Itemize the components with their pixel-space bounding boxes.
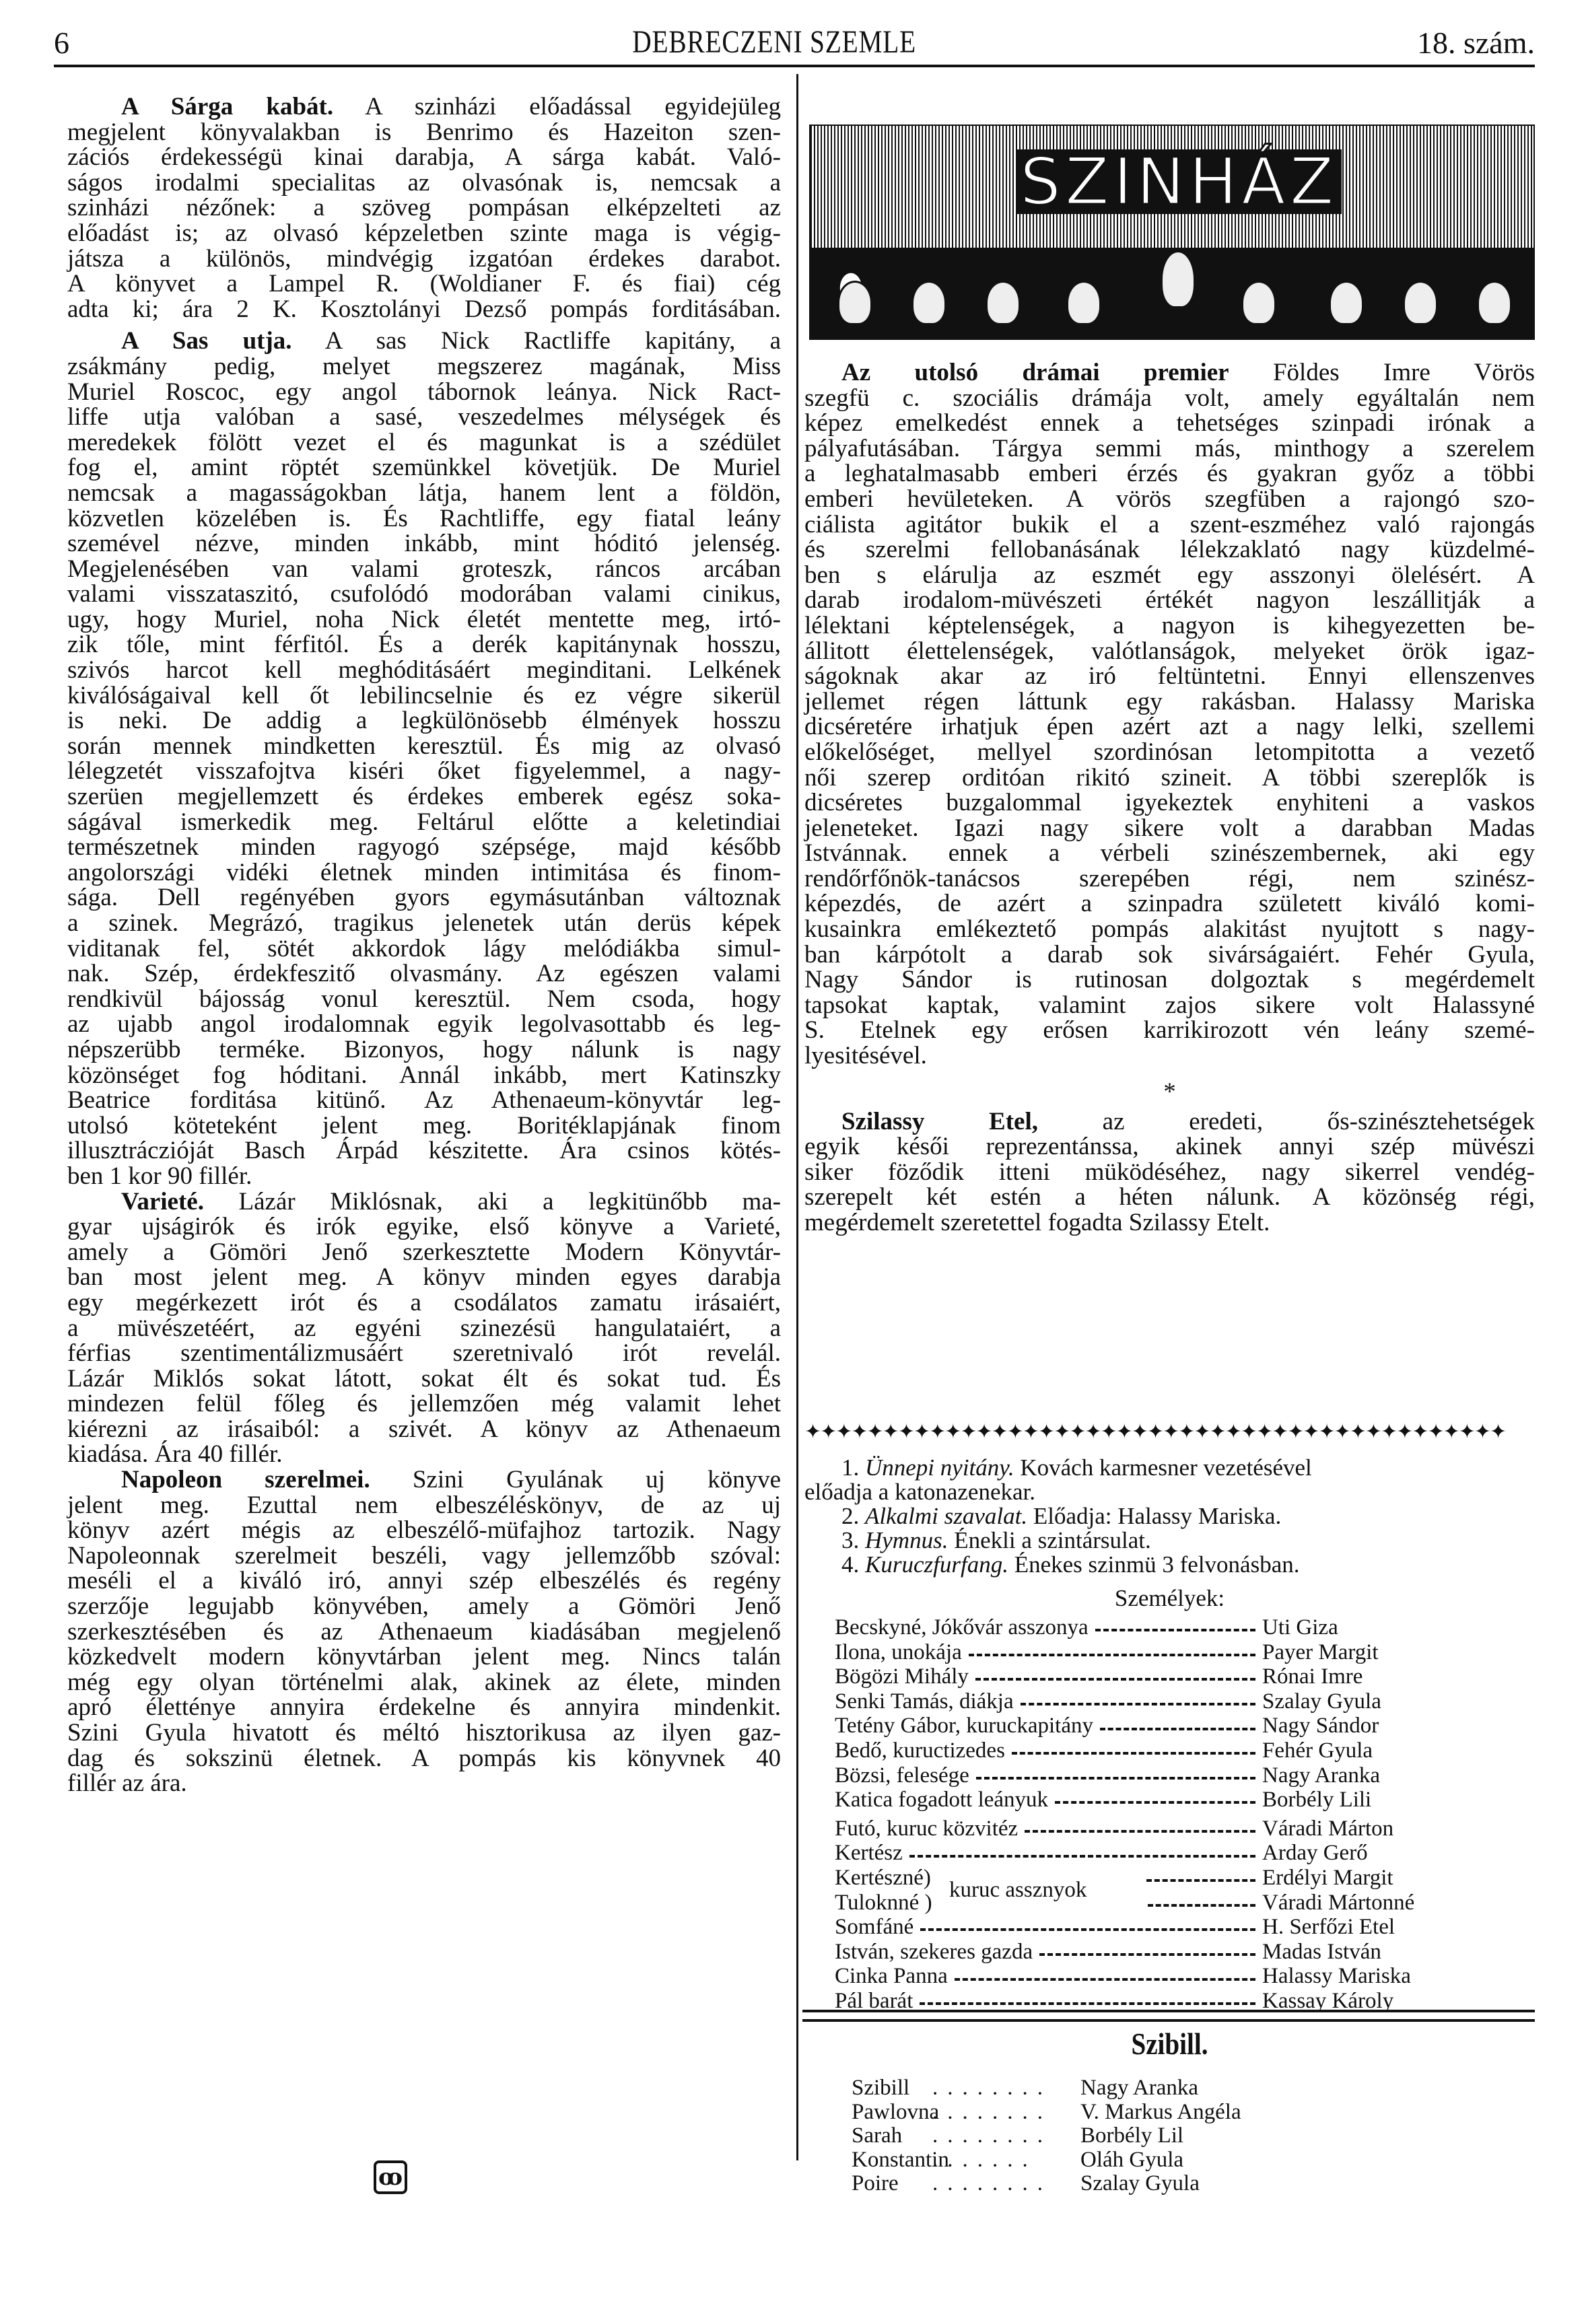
article-line: természetnek minden ragyogó szépsége, majd később [67,833,781,861]
review-utolso-premier [804,360,1535,1069]
article-line: S. Etelnek egy erősen karrikirozott vén leány szemé- [804,1016,1535,1045]
article-line: még egy olyan történelmi alak, akinek az élete, minden [67,1668,781,1696]
cast-row: Tuloknné ) Váradi Mártonné [835,1890,1415,1915]
article-line: Megjelenésében van valami groteszk, ráncos arcában [67,555,781,583]
article-line: sága. Dell regényében gyors egymásutánban változnak [67,884,781,912]
article-line: a müvészetéért, az egyéni szinezésü hangulataiért, a [67,1314,781,1342]
cast-row: Tetény Gábor, kuruckapitány Nagy Sándor [835,1714,1379,1738]
article-line: ságos irodalmi specialitas az olvasónak is, nemcsak a [67,168,781,197]
cast-row: Cinka Panna Halassy Mariska [835,1964,1411,1989]
article-line: jeleneteket. Igazi nagy sikere volt a darabban Madas [804,814,1535,842]
left-column [67,94,781,1796]
page-header [54,20,1535,61]
article-line: szerepelt két estén a héten nálunk. A közönség régi, [804,1183,1535,1211]
article-line: kiadása. Ára 40 fillér. [67,1440,283,1469]
article-line: lélegzetét visszafojtva kiséri őket figyelemmel, a nagy- [67,757,781,785]
article-sas-utja [67,328,781,1189]
article-line: férfias szentimentálizmusáért szeretnivaló irót revelál. [67,1339,781,1368]
column-divider [796,74,798,2160]
article-line: zik tőle, mint férfitól. És a derék kapitánynak hosszu, [67,631,781,659]
article-line: valami visszataszitó, csufolódó modorában valami cinikus, [67,580,781,608]
article-variete [67,1189,781,1468]
article-sarga-kabat [67,94,781,322]
program-item: 4. Kuruczfurfang. Énekes szinmü 3 felvonásban. [841,1551,1300,1578]
article-line: utolsó köteteként jelent meg. Boritéklapjának finom [67,1111,781,1139]
cast-row: Kertészné) Erdélyi Margit [835,1865,1393,1890]
article-line: dicséretére irhatjuk épen azért azt a nagy lelki, szellemi [804,713,1535,741]
article-line: adta ki; ára 2 K. Kosztolányi Dezső pompás forditásában. [67,295,781,323]
article-line: és szerelmi fellobanásának lélekzaklató nagy küzdelmé- [804,536,1535,564]
szinhaz-sign: SZINHÁZ [1016,149,1342,214]
cast-row: István, szekeres gazda Madas István [835,1939,1381,1964]
program-item: 1. Ünnepi nyitány. Kovách karmesner vezetésével [841,1454,1312,1481]
article-line: szerzője legujabb könyvében, amely a Gömöri Jenő [67,1592,781,1621]
cast-row: Kertész Arday Gerő [835,1841,1368,1866]
article-szilassy [804,1109,1535,1236]
article-line: állitott élettelenségek, valótlanságok, melyeket örök igaz- [804,637,1535,665]
article-line: közvetlen közelében is. És Rachtliffe, egy fiatal leány [67,504,781,532]
separator-star: * [1163,1078,1176,1106]
article-line: könyv azért mégis az elbeszélő-müfajhoz tartozik. Nagy [67,1516,781,1545]
article-line: szerkesztésében és az Athenaeum kiadásában megjelenő [67,1617,781,1646]
cast-row: Ilona, unokája Payer Margit [835,1640,1379,1664]
article-line: zsákmány pedig, melyet megszerez magának, Miss [67,352,781,380]
article-line: A könyvet a Lampel R. (Woldianer F. és fiai) cég [67,270,781,298]
article-heading: A Sárga kabát. [121,93,334,120]
article-line: népszerübb terméke. Bizonyos, hogy nálunk is nagy [67,1035,781,1063]
article-line: ban kárpótolt a darab sok sivárságaiért. Fehér Gyula, [804,940,1535,969]
article-line: egyik késői reprezentánssa, akinek annyi szép müvészi [804,1133,1535,1161]
cast-list [835,1615,1468,2014]
program-list [804,1456,1535,1577]
cast-row: Konstantin ....... Oláh Gyula [852,2147,1184,2172]
article-line: fog el, amint röptét szemünkkel követjük. De Muriel [67,454,781,482]
article-line: kiérezni az irásaiból: a szivét. A könyv az Athenaeum [67,1415,781,1443]
article-line: mindezen felül főleg és jellemzően még valamit lehet [67,1390,781,1418]
article-line: emberi hevületeken. A vörös szegfüben a rajongó szo- [804,485,1535,513]
article-heading: Az utolsó drámai premier [841,359,1229,386]
cast-row: Bedő, kuructizedes Fehér Gyula [835,1738,1373,1763]
audience-crowd-image [811,248,1533,339]
right-column [804,360,1535,1236]
theatre-illustration [809,125,1535,340]
article-line: szemével nézve, minden inkább, mint hóditó jelenség. [67,530,781,558]
article-line: A Sas utja. A sas Nick Ractliffe kapitány, a [121,327,781,355]
article-line: női szerep orditóan rikitó szineit. A többi szereplők is [804,763,1535,791]
cast-row: Bözsi, felesége Nagy Aranka [835,1763,1381,1788]
article-line: viditanak fel, sötét akkordok lágy melódiákba simul- [67,934,781,962]
article-line: előadást is; az olvasó képzeletben szinte maga is végig- [67,219,781,247]
article-line: jelent meg. Ezuttal nem elbeszéléskönyv, de az uj [67,1491,781,1519]
article-line: nemcsak a magasságokban látja, hanem lent a földön, [67,479,781,507]
article-line: képez emelkedést ennek a tehetséges szinpadi irónak a [804,409,1535,437]
article-line: során mennek mindketten keresztül. És mig az olvasó [67,732,781,760]
article-napoleon [67,1467,781,1796]
article-line: Beatrice forditása kitünő. Az Athenaeum-könyvtár leg- [67,1086,781,1115]
article-heading: Szilassy Etel, [841,1107,1038,1135]
article-line: gyar ujságirók és irók egyike, első könyve a Varieté, [67,1213,781,1241]
article-line: Napoleonnak szerelmeit beszéli, vagy jellemzőbb szóval: [67,1541,781,1570]
article-line: közkedvelt modern könyvtárban jelent meg. Nincs talán [67,1643,781,1671]
cast-row: Katica fogadott leányuk Borbély Lili [835,1788,1372,1812]
article-line: Istvánnak. ennek a vérbeli szinészembernek, aki egy [804,839,1535,868]
article-line: meredekek fölött vezet el és magunkat is a szédület [67,428,781,456]
article-line: rendkivül bájosság vonul keresztül. Nem csoda, hogy [67,985,781,1013]
article-line: pályafutásában. Tárgya semmi más, minthogy a szerelem [804,434,1535,462]
cast-row: Sarah ........ Borbély Lil [852,2123,1184,2148]
issue-number: 18. szám. [1416,26,1535,60]
article-line: szegfü c. szociális drámája volt, amely egyáltalán nem [804,384,1535,412]
article-line: nak. Szép, érdekfeszitő olvasmány. Az egészen valami [67,960,781,988]
page-number: 6 [54,26,69,60]
article-line: szivós harcot kell meghóditásáért meginditani. Lelkének [67,656,781,684]
article-line: az ujabb angol irodalomnak egyik legolvasottabb és leg- [67,1010,781,1038]
header-rule [54,65,1535,67]
article-line: egy megérkezett irót és a csodálatos zamatu irásaiért, [67,1288,781,1316]
ornament-row: ✦✦✦✦✦✦✦✦✦✦✦✦✦✦✦✦✦✦✦✦✦✦✦✦✦✦✦✦✦✦✦✦✦✦✦✦✦✦✦✦✦✦✦✦✦ [804,1421,1506,1443]
article-line: ban most jelent meg. A könyv minden egyes darabja [67,1263,781,1292]
article-line: Muriel Roscoc, egy angol tábornok leánya. Nick Ract- [67,378,781,406]
article-line: angolországi vidéki életnek minden intimitása és finom- [67,858,781,886]
newspaper-title: DEBRECZENI SZEMLE [632,24,916,60]
article-line: siker föződik itteni müködéséhez, nagy sikerrel vendég- [804,1158,1535,1186]
cast-row: Szibill ........ Nagy Aranka [852,2076,1199,2100]
article-line: előkelőséget, mellyel szordinósan letompitotta a vezető [804,738,1535,766]
program-item-continuation: előadja a katonazenekar. [804,1479,1035,1505]
bracket-label: kuruc assznyok [949,1877,1087,1902]
article-line: fillér az ára. [67,1769,187,1798]
program-item: 2. Alkalmi szavalat. Előadja: Halassy Mariska. [841,1503,1282,1529]
article-line: Az utolsó drámai premier Földes Imre Vörös [841,359,1535,386]
article-line: Nagy Sándor is rutinosan dolgoztak s megérdemelt [804,966,1535,994]
cast-row: Futó, kuruc közvitéz Váradi Márton [835,1816,1394,1841]
article-line: játsza a különös, mindvégig izgatóan érdekes darabot. [67,244,781,273]
article-line: ben s elárulja az eszmét egy asszonyi ölelésért. A [804,561,1535,589]
article-line: Napoleon szerelmei. Szini Gyulának uj könyve [121,1466,781,1494]
article-line: ságoknak akar az iró feltüntetni. Ennyi ellenszenves [804,662,1535,691]
article-line: amely a Gömöri Jenő szerkesztette Modern Könyvtár- [67,1238,781,1266]
article-heading: A Sas utja. [121,327,292,355]
article-line: zációs érdekességü kinai darabja, A sárga kabát. Való- [67,143,781,172]
article-line: rendőrfőnök-tanácsos szerepében régi, nem szinész- [804,864,1535,892]
cast-row: Bögözi Mihály Rónai Imre [835,1664,1363,1689]
article-heading: Napoleon szerelmei. [121,1466,370,1494]
article-line: lélektani képtelenségek, a nagyon is kihegyezetten be- [804,611,1535,639]
article-line: liffe utja valóban a sasé, veszedelmes mélységek és [67,403,781,431]
article-line: kiválóságaival kell őt lebilincselnie és ez végre sikerül [67,681,781,709]
szibill-heading: Szibill. [1131,2027,1208,2061]
article-line: lyesitésével. [804,1042,927,1070]
double-rule [802,2010,1535,2022]
article-line: kusainkra emlékeztető pompás alakitást nyujtott s nagy- [804,915,1535,944]
article-line: dag és sokszinü életnek. A pompás kis könyvnek 40 [67,1744,781,1772]
article-line: tapsokat kaptak, valamint zajos sikere volt Halassyné [804,991,1535,1019]
article-line: megérdemelt szeretettel fogadta Szilassy Etelt. [804,1209,1270,1236]
article-line: szinházi nézőnek: a szöveg pompásan elképzelteti az [67,194,781,222]
article-line: ben 1 kor 90 fillér. [67,1162,252,1190]
article-line: a szinek. Megrázó, tragikus jelenetek után derüs képek [67,909,781,937]
article-line: dicséretes buzgalommal igyekeztek enyhiteni a vaskos [804,789,1535,817]
article-line: szerüen megjellemzett és érdekes emberek egész soka- [67,783,781,811]
cast-heading: Személyek: [1114,1585,1225,1611]
cast-row: Poire ........ Szalay Gyula [852,2171,1200,2195]
cast-row: Senki Tamás, diákja Szalay Gyula [835,1689,1381,1714]
szibill-cast-list [852,2076,1457,2196]
article-line: A Sárga kabát. A szinházi előadással egyidejüleg [121,93,781,120]
article-line: megjelent könyvalakban is Benrimo és Hazeiton szen- [67,118,781,146]
program-item: 3. Hymnus. Énekli a szintársulat. [841,1527,1151,1553]
cast-row: Pál barát Kassay Károly [835,1988,1394,2013]
article-line: Szini Gyula hivatott és méltó hisztorikusa az ilyen gaz- [67,1719,781,1747]
article-line: közönséget fog hóditani. Annál inkább, mert Katinszky [67,1061,781,1089]
article-line: is neki. De addig a legkülönösebb élmények hosszu [67,707,781,735]
article-line: darab irodalom-müvészeti értékét nagyon leszállitják a [804,586,1535,614]
article-line: ságával ismerkedik meg. Feltárul előtte a keletindiai [67,808,781,836]
article-line: apró életténye annyira érdekelne és annyira mindenkit. [67,1693,781,1722]
article-line: Varieté. Lázár Miklósnak, aki a legkitünőbb ma- [121,1187,781,1216]
cast-row: Somfáné H. Serfőzi Etel [835,1915,1395,1940]
article-line: képezdés, de azért a szinpadra született kiváló komi- [804,890,1535,918]
article-heading: Varieté. [121,1187,204,1216]
article-line: ciálista agitátor bukik el a szent-eszméhez való rajongás [804,510,1535,538]
article-line: a leghatalmasabb emberi érzés és gyakran győz a többi [804,460,1535,488]
cast-bracket-group [835,1866,1468,1915]
article-line: jellemet régen láttunk egy rakásban. Halassy Mariska [804,687,1535,715]
article-line: meséli el a kiváló iró, annyi szép elbeszélés és regény [67,1567,781,1595]
article-line: illusztráczióját Basch Árpád készitette. Ára csinos kötés- [67,1137,781,1165]
cast-row: Becskyné, Jókővár asszonya Uti Giza [835,1615,1338,1640]
article-line: Lázár Miklós sokat látott, sokat élt és sokat tud. És [67,1364,781,1393]
cast-row: Pawlovna ........ V. Markus Angéla [852,2099,1241,2124]
article-line: ugy, hogy Muriel, noha Nick életét mentette meg, irtó- [67,605,781,633]
ornament-icon: ꝏ [374,2160,407,2194]
article-line: Szilassy Etel, az eredeti, ős-szinésztehetségek [841,1107,1535,1135]
